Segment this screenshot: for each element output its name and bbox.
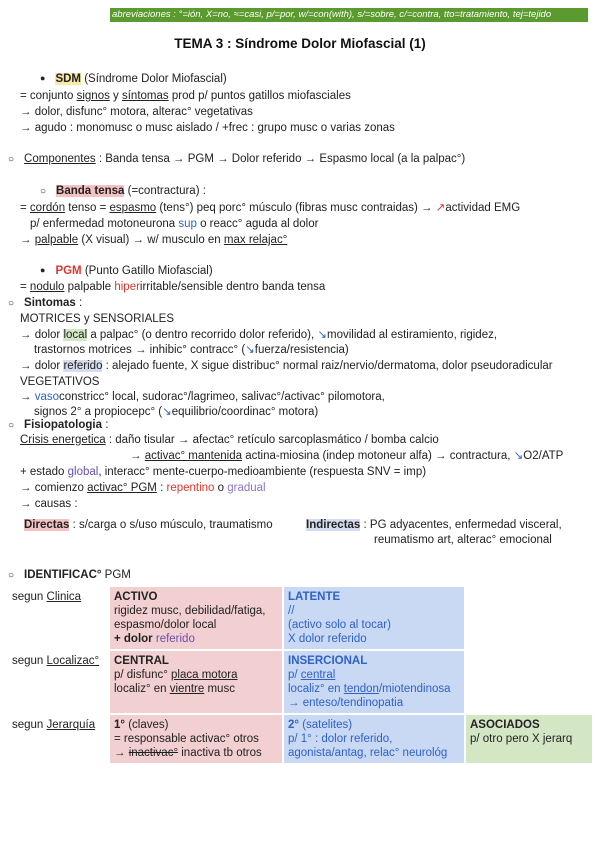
page-title: TEMA 3 : Síndrome Dolor Miofascial (1) (174, 36, 426, 51)
cell-insercional: INSERCIONAL p/ central localiz° en tendon/miotendinosa → enteso/tendinopatia (284, 651, 464, 713)
sintomas-vegetativos: VEGETATIVOS (20, 376, 100, 388)
fisio-c1: Crisis energetica : daño tisular → afectac° retículo sarcoplasmático / bomba calcio (20, 434, 439, 446)
row-label-localizac: segun Localizac° (10, 651, 108, 713)
sintomas-motrices: MOTRICES y SENSORIALES (20, 313, 175, 325)
fisio-causas: → causas : (20, 498, 78, 510)
sdm-line-3: → agudo : monomusc o musc aislado / +frec : grupo musc o varias zonas (20, 122, 395, 134)
sintomas-heading: ○ Sintomas : (8, 296, 82, 311)
sintomas-m2: trastornos motrices → inhibic° contracc° (↘fuerza/resistencia) (34, 344, 349, 356)
causas-directas: Directas : s/carga o s/uso músculo, traumatismo (24, 519, 273, 531)
cell-secundario: 2° (satelites) p/ 1° : dolor referido, agonista/antag, relac° neurológ (284, 715, 464, 763)
table-row-localizac (10, 651, 592, 713)
banda-line-1: = cordón tenso = espasmo (tens°) peq porc° músculo (fibras musc contraidas) → ↗actividad EMG (20, 202, 521, 214)
fisio-c3: + estado global, interacc° mente-cuerpo-medioambiente (respuesta SNV = imp) (20, 466, 427, 478)
pgm-line-1: = nodulo palpable hiperirritable/sensible dentro banda tensa (20, 281, 326, 293)
abbreviations-banner: abreviaciones : °=ión, X=no, ≈=casi, p/=por, w/=con(with), s/=sobre, c/=contra, tto=tratamiento, tej=tejido (110, 8, 588, 22)
banda-heading: ○ Banda tensa (=contractura) : (40, 184, 206, 199)
sdm-label: SDM (55, 73, 81, 85)
causas-indirectas: Indirectas : PG adyacentes, enfermedad visceral, (306, 519, 562, 531)
cell-asociados: ASOCIADOS p/ otro pero X jerarq (466, 715, 592, 763)
sintomas-v2: signos 2° a propiocepc° (↘equilibrio/coordinac° motora) (34, 406, 319, 418)
table-row-clinica (10, 587, 592, 649)
cell-central: CENTRAL p/ disfunc° placa motora localiz° en vientre musc (110, 651, 282, 713)
table-row-jerarquia (10, 715, 592, 763)
cell-activo: ACTIVO rigidez musc, debilidad/fatiga, espasmo/dolor local + dolor referido (110, 587, 282, 649)
fisio-heading: ○ Fisiopatologia : (8, 418, 108, 433)
componentes-line: ○ Componentes : Banda tensa → PGM → Dolor referido → Espasmo local (a la palpac°) (8, 152, 465, 167)
identificac-table (8, 585, 594, 765)
identificac-heading: ○ IDENTIFICAC° PGM (8, 568, 131, 583)
sintomas-v1: → vasoconstricc° local, sudorac°/lagrimeo, salivac°/activac° pilomotora, (20, 391, 385, 403)
pgm-heading: ● PGM (Punto Gatillo Miofascial) (40, 264, 213, 279)
sdm-line-1: = conjunto signos y síntomas prod p/ puntos gatillos miofasciales (20, 90, 351, 102)
sdm-heading: ● SDM (Síndrome Dolor Miofascial) (40, 72, 227, 87)
row-label-clinica: segun Clinica (10, 587, 108, 649)
banda-line-3: → palpable (X visual) → w/ musculo en max relajac° (20, 234, 288, 246)
fisio-c4: → comienzo activac° PGM : repentino o gradual (20, 482, 266, 494)
sintomas-m3: → dolor referido : alejado fuente, X sigue distribuc° normal raiz/nervio/dermatoma, dolor pseudoradicular (20, 360, 553, 372)
row-label-jerarquia: segun Jerarquía (10, 715, 108, 763)
sdm-line-2: → dolor, disfunc° motora, alterac° vegetativas (20, 106, 253, 118)
cell-latente: LATENTE // (activo solo al tocar) X dolor referido (284, 587, 464, 649)
causas-indirectas-2: reumatismo art, alterac° emocional (374, 534, 552, 546)
banda-line-2: p/ enfermedad motoneurona sup o reacc° aguda al dolor (30, 218, 319, 230)
sintomas-m1: → dolor local a palpac° (o dentro recorrido dolor referido), ↘movilidad al estiramiento, rigidez, (20, 329, 498, 341)
cell-primario: 1° (claves) = responsable activac° otros → inactivac° inactiva tb otros (110, 715, 282, 763)
fisio-c2: → activac° mantenida actina-miosina (indep motoneur alfa) → contractura, ↘O2/ATP (130, 450, 564, 462)
